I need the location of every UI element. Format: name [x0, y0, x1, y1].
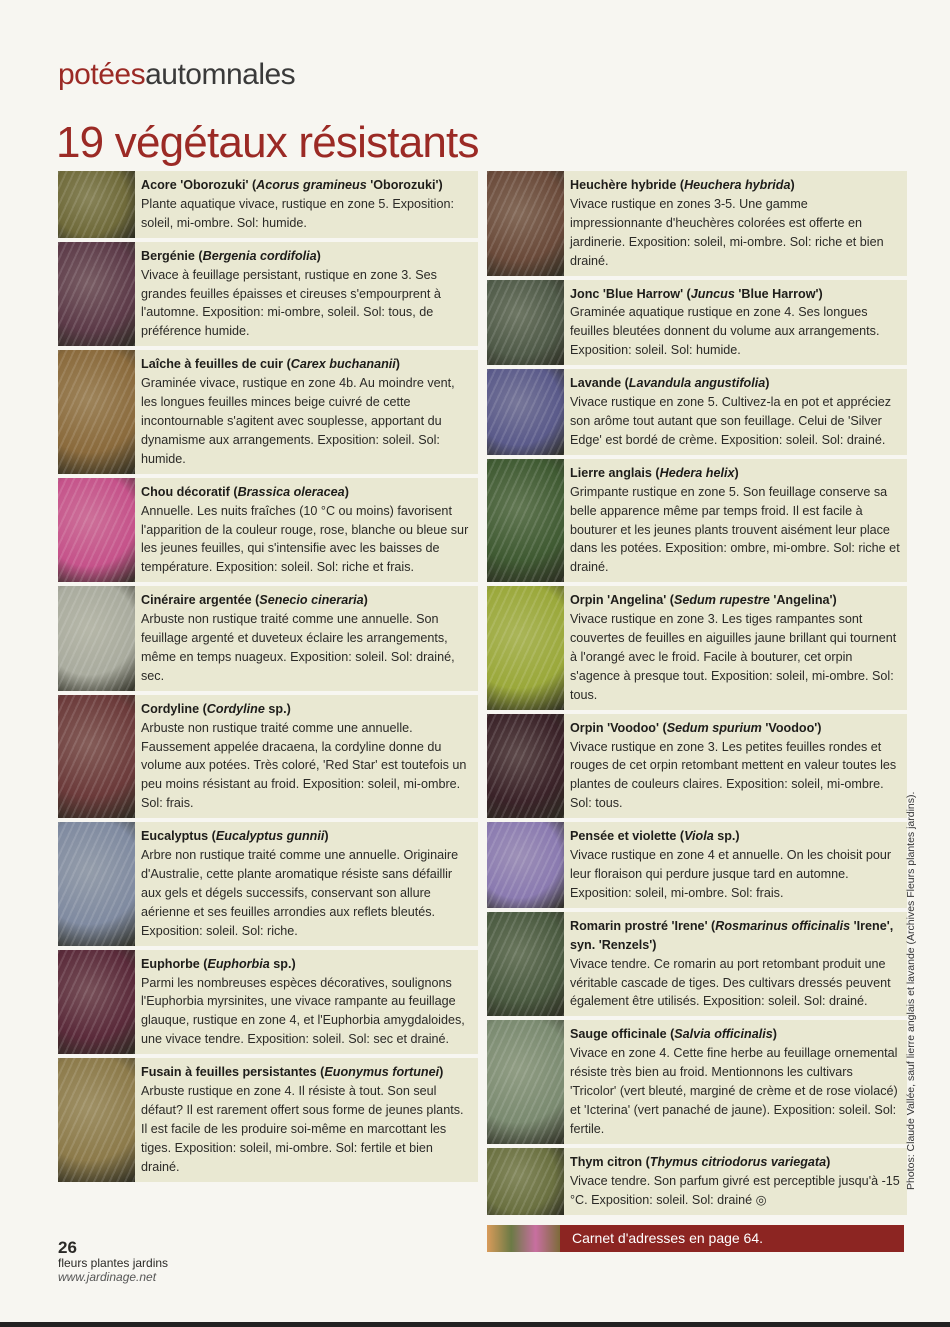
- section-label: potéesautomnales: [58, 58, 296, 91]
- plant-description: Grimpante rustique en zone 5. Son feuillage conserve sa belle apparence même par temps froid. Il est facile à bouturer et les jeunes plants trouvent aisément leur place dans les potées. Exposition: ombre, mi-ombre. Sol: riche et drainé.: [570, 484, 900, 575]
- plant-description: Vivace rustique en zone 3. Les petites feuilles rondes et rouges de cet orpin retombant mettent en valeur toutes les plantes de couleurs claires. Exposition: soleil, mi-ombre. Sol: tous.: [570, 739, 897, 811]
- plant-description: Parmi les nombreuses espèces décoratives, soulignons l'Euphorbia myrsinites, une vivace rampante au feuillage glauque, rustique en zone 4, et l'Euphorbia amygdaloides, une vivace tendre. Exposition: soleil. Sol: sec et drainé.: [141, 975, 465, 1047]
- plant-entry: [58, 1058, 478, 1181]
- plant-entry: [58, 350, 478, 473]
- plant-entry: [487, 171, 907, 276]
- plant-description: Vivace rustique en zones 3-5. Une gamme impressionnante d'heuchères colorées est offerte en jardinerie. Exposition: soleil, mi-ombre. Sol: riche et bien drainé.: [570, 196, 884, 268]
- plant-entry: [58, 171, 478, 238]
- page-number: 26: [58, 1238, 77, 1257]
- plant-photo: [58, 950, 135, 1055]
- plant-entry: [58, 822, 478, 945]
- plant-description: Arbre non rustique traité comme une annuelle. Originaire d'Australie, cette plante aromatique résiste sans défaillir aux gels et dégels successifs, conservant son allure aérienne et ses feuilles arrondies aux reflets bleutés. Exposition: soleil. Sol: riche.: [141, 848, 459, 938]
- plant-name: Chou décoratif (Brassica oleracea): [141, 484, 349, 499]
- plant-description: Vivace tendre. Ce romarin au port retombant produit une véritable cascade de tiges. Des cultivars dressés peuvent également être utilisés. Exposition: soleil. Sol: drainé.: [570, 956, 891, 1009]
- plant-name: Romarin prostré 'Irene' (Rosmarinus officinalis 'Irene', syn. 'Renzels'): [570, 918, 894, 952]
- plant-name: Sauge officinale (Salvia officinalis): [570, 1027, 777, 1042]
- plant-description: Arbuste rustique en zone 4. Il résiste à tout. Son seul défaut? Il est rarement offert sous forme de jeunes plants. Il est facile de les produire soi-même en marcottant les tiges. Exposition: soleil, mi-ombre. Sol: fertile et bien drainé.: [141, 1084, 464, 1174]
- plant-entry: [58, 950, 478, 1055]
- plant-description: Vivace à feuillage persistant, rustique en zone 3. Ses grandes feuilles épaisses et cireuses s'empourprent à l'automne. Exposition: mi-ombre, soleil. Sol: tous, de préférence humide.: [141, 267, 441, 339]
- plant-description: Plante aquatique vivace, rustique en zone 5. Exposition: soleil, mi-ombre. Sol: humide.: [141, 196, 454, 230]
- address-note: Carnet d'adresses en page 64.: [572, 1230, 764, 1246]
- plant-description: Arbuste non rustique traité comme une annuelle. Son feuillage argenté et duveteux éclaire les arrangements, même en temps nuageux. Exposition: soleil. Sol: drainé, sec.: [141, 612, 455, 683]
- plant-description: Vivace tendre. Son parfum givré est perceptible jusqu'à -15 °C. Exposition: soleil. Sol: drainé ◎: [570, 1173, 900, 1207]
- plant-description: Graminée vivace, rustique en zone 4b. Au moindre vent, les longues feuilles minces beige cuivré de cette incontournable s'agitent avec souplesse, apportant du dynamisme aux arrangements. Exposition: soleil. Sol: humide.: [141, 376, 455, 466]
- right-column: [487, 171, 907, 1219]
- plant-name: Bergénie (Bergenia cordifolia): [141, 248, 321, 263]
- plant-description: Graminée aquatique rustique en zone 4. Ses longues feuilles bleutées donnent du volume aux arrangements. Exposition: soleil. Sol: humide.: [570, 305, 880, 358]
- plant-photo: [487, 171, 564, 276]
- plant-name: Lierre anglais (Hedera helix): [570, 465, 739, 480]
- plant-entry: [58, 242, 478, 347]
- plant-photo: [487, 912, 564, 1017]
- plant-photo: [487, 1020, 564, 1143]
- plant-name: Acore 'Oborozuki' (Acorus gramineus 'Oborozuki'): [141, 178, 443, 192]
- left-column: [58, 171, 478, 1186]
- plant-entry: [487, 459, 907, 582]
- plant-entry: [487, 280, 907, 366]
- plant-entry: [487, 586, 907, 709]
- plant-description: Arbuste non rustique traité comme une annuelle. Faussement appelée dracaena, la cordyline donne du volume aux potées. Très coloré, 'Red Star' est toutefois un peu moins résistant au froid. Exposition: soleil, mi-ombre. Sol: frais.: [141, 720, 467, 811]
- plant-description: Vivace en zone 4. Cette fine herbe au feuillage ornemental résiste très bien au froid. Mentionnons les cultivars 'Tricolor' (vert bleuté, marginé de crème et de rose violacé) et 'Icterina' (vert panaché de jaune). Exposition: soleil. Sol: fertile.: [570, 1046, 898, 1136]
- plant-name: Thym citron (Thymus citriodorus variegata): [570, 1154, 831, 1169]
- address-banner: [487, 1225, 904, 1252]
- photo-credit: Photos: Claude Vallée, sauf lierre anglais et lavande (Archives Fleurs plantes jardins).: [905, 791, 917, 1190]
- plant-name: Euphorbe (Euphorbia sp.): [141, 956, 296, 971]
- plant-photo: [487, 369, 564, 455]
- plant-name: Orpin 'Voodoo' (Sedum spurium 'Voodoo'): [570, 720, 822, 735]
- plant-entry: [487, 822, 907, 908]
- plant-description: Vivace rustique en zone 5. Cultivez-la en pot et appréciez son arôme tout autant que son feuillage. Celui de 'Silver Edge' est bordé de crème. Exposition: soleil. Sol: drainé.: [570, 395, 892, 447]
- plant-photo: [487, 586, 564, 709]
- plant-description: Vivace rustique en zone 4 et annuelle. On les choisit pour leur floraison qui perdure jusque tard en automne. Exposition: soleil, mi-ombre. Sol: frais.: [570, 848, 892, 900]
- plant-photo: [58, 478, 135, 583]
- plant-photo: [58, 242, 135, 347]
- plant-entry: [487, 912, 907, 1017]
- bottom-rule: [0, 1322, 950, 1327]
- plant-photo: [58, 822, 135, 945]
- plant-photo: [58, 350, 135, 473]
- magazine-name: fleurs plantes jardins: [58, 1256, 169, 1270]
- plant-entry: [487, 714, 907, 819]
- plant-description: Vivace rustique en zone 3. Les tiges rampantes sont couvertes de feuilles en aiguilles jaune brillant qui tournent à l'orangé avec le froid. Facile à bouturer, cet orpin s'agence à presque tout. Exposition: soleil, mi-ombre. Sol: tous.: [570, 612, 897, 702]
- plant-name: Orpin 'Angelina' (Sedum rupestre 'Angelina'): [570, 593, 837, 608]
- page-title: 19 végétaux résistants: [56, 118, 479, 167]
- banner-photo: [487, 1225, 560, 1252]
- plant-photo: [487, 280, 564, 366]
- plant-name: Lavande (Lavandula angustifolia): [570, 376, 770, 391]
- plant-photo: [487, 459, 564, 582]
- plant-name: Cordyline (Cordyline sp.): [141, 701, 291, 716]
- plant-entry: [487, 369, 907, 455]
- plant-entry: [58, 695, 478, 818]
- website-link[interactable]: www.jardinage.net: [58, 1270, 157, 1284]
- plant-photo: [487, 822, 564, 908]
- plant-photo: [487, 714, 564, 819]
- plant-name: Fusain à feuilles persistantes (Euonymus fortunei): [141, 1065, 444, 1080]
- plant-entry: [58, 586, 478, 691]
- plant-name: Jonc 'Blue Harrow' (Juncus 'Blue Harrow'): [570, 286, 823, 301]
- plant-name: Cinéraire argentée (Senecio cineraria): [141, 593, 368, 608]
- plant-name: Heuchère hybride (Heuchera hybrida): [570, 178, 795, 192]
- plant-entry: [487, 1020, 907, 1143]
- plant-photo: [58, 695, 135, 818]
- plant-photo: [58, 1058, 135, 1181]
- plant-name: Laîche à feuilles de cuir (Carex buchananii): [141, 357, 400, 372]
- plant-description: Annuelle. Les nuits fraîches (10 °C ou moins) favorisent l'apparition de la couleur rouge, rose, blanche ou bleue sur les jeunes feuilles, qui s'intensifie avec les baisses de température. Exposition: soleil. Sol: riche et frais.: [141, 503, 469, 575]
- plant-name: Eucalyptus (Eucalyptus gunnii): [141, 829, 329, 844]
- plant-photo: [58, 586, 135, 691]
- plant-name: Pensée et violette (Viola sp.): [570, 829, 740, 844]
- plant-photo: [58, 171, 135, 238]
- plant-entry: [487, 1148, 907, 1215]
- plant-photo: [487, 1148, 564, 1215]
- plant-entry: [58, 478, 478, 583]
